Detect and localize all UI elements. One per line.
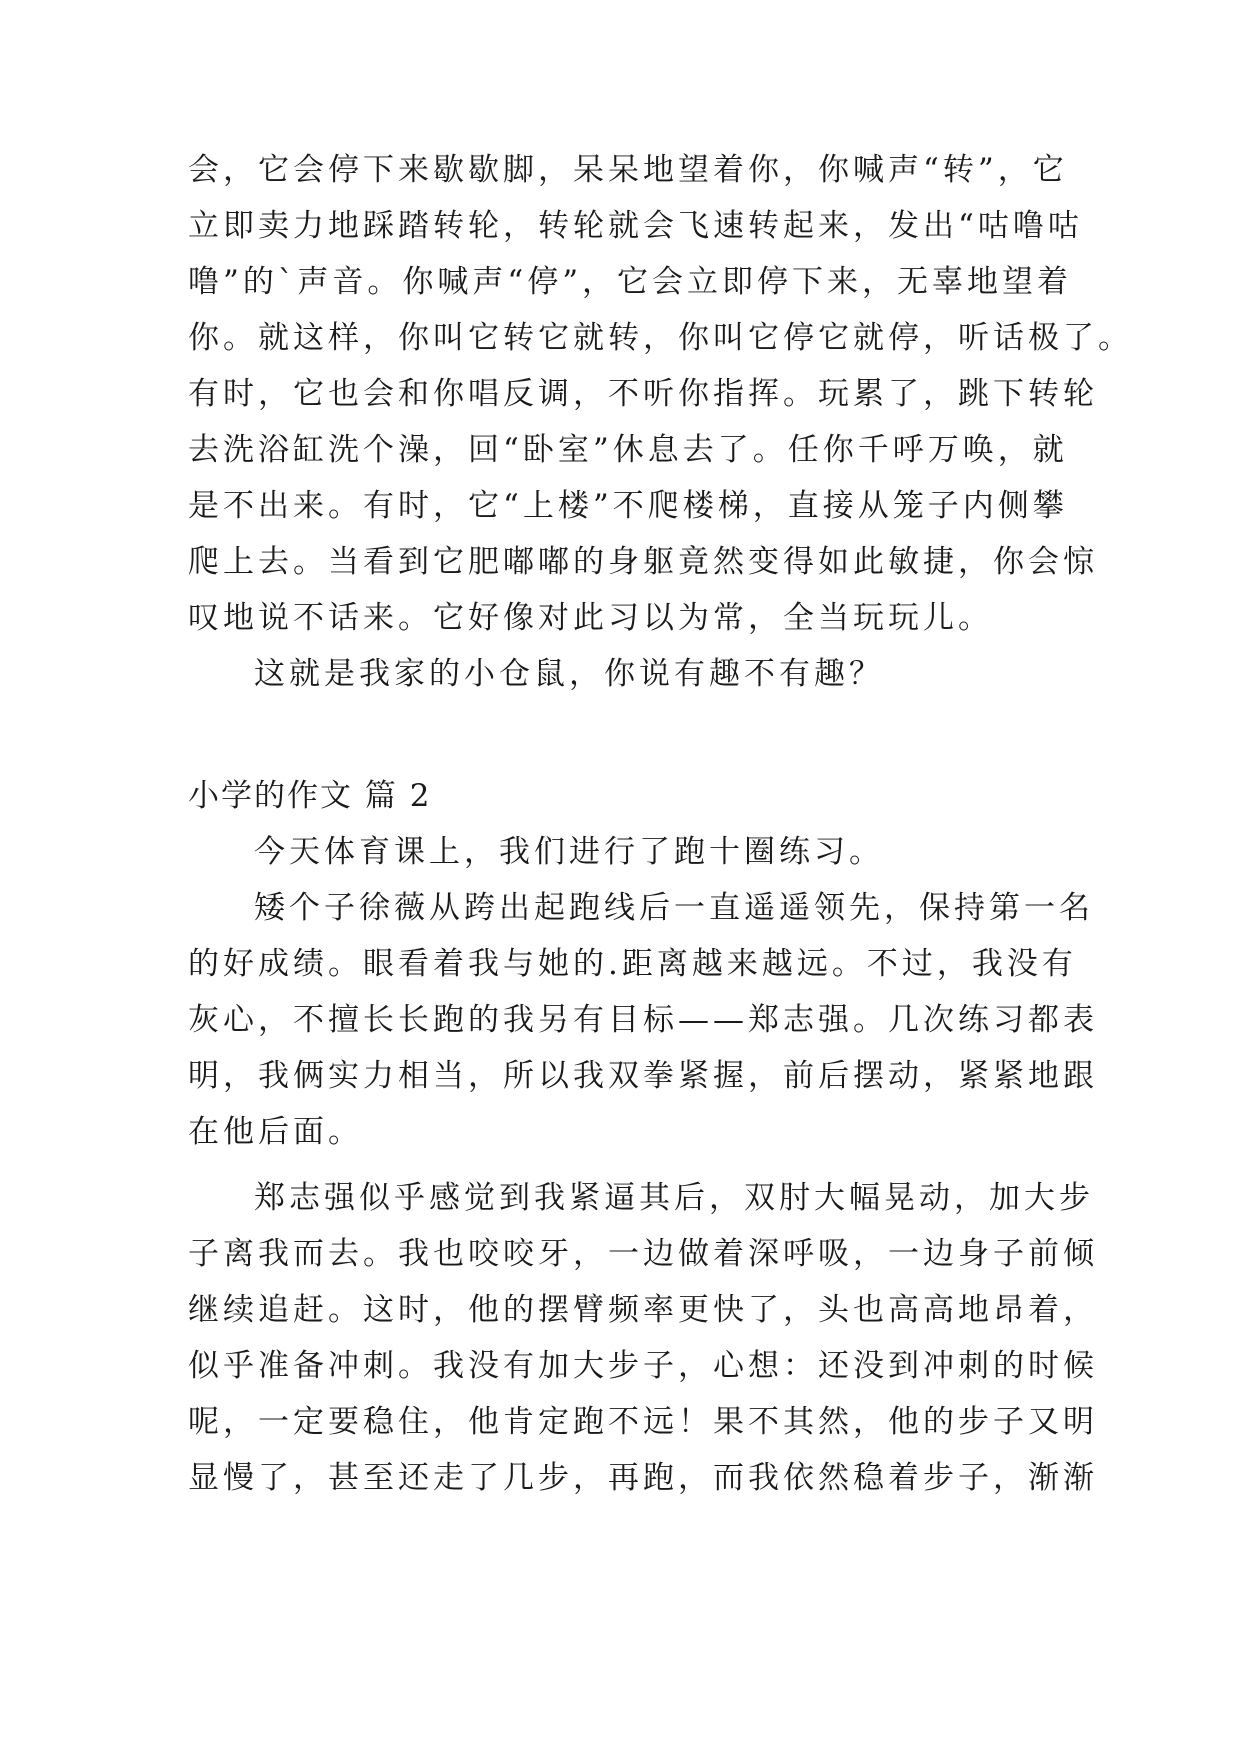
text-line: 显慢了，甚至还走了几步，再跑，而我依然稳着步子，渐渐 (188, 1460, 1098, 1496)
text-line: 在他后面。 (188, 1114, 363, 1150)
text-line: 明，我俩实力相当，所以我双拳紧握，前后摆动，紧紧地跟 (188, 1058, 1098, 1094)
text-line: 噜”的`声音。你喊声“停”，它会立即停下来，无辜地望着 (188, 264, 1073, 300)
text-line: 呢，一定要稳住，他肯定跑不远！果不其然，他的步子又明 (188, 1404, 1098, 1440)
text-line: 子离我而去。我也咬咬牙，一边做着深呼吸，一边身子前倾 (188, 1236, 1098, 1272)
text-line: 立即卖力地踩踏转轮，转轮就会飞速转起来，发出“咕噜咕 (188, 208, 1083, 244)
paragraph-line: 这就是我家的小仓鼠，你说有趣不有趣？ (254, 656, 884, 692)
text-line: 叹地说不话来。它好像对此习以为常，全当玩玩儿。 (188, 600, 993, 636)
paragraph-line: 郑志强似乎感觉到我紧逼其后，双肘大幅晃动，加大步 (254, 1180, 1094, 1216)
text-line: 灰心，不擅长长跑的我另有目标——郑志强。几次练习都表 (188, 1002, 1098, 1038)
text-line: 的好成绩。眼看着我与她的.距离越来越远。不过，我没有 (188, 946, 1077, 982)
paragraph-line: 今天体育课上，我们进行了跑十圈练习。 (254, 834, 884, 870)
text-line: 继续追赶。这时，他的摆臂频率更快了，头也高高地昂着， (188, 1292, 1098, 1328)
text-line: 似乎准备冲刺。我没有加大步子，心想：还没到冲刺的时候 (188, 1348, 1098, 1384)
section-heading: 小学的作文 篇 2 (188, 778, 432, 814)
text-line: 是不出来。有时，它“上楼”不爬楼梯，直接从笼子内侧攀 (188, 488, 1068, 524)
text-line: 有时，它也会和你唱反调，不听你指挥。玩累了，跳下转轮 (188, 376, 1098, 412)
paragraph-line: 矮个子徐薇从跨出起跑线后一直遥遥领先，保持第一名 (254, 890, 1094, 926)
text-line: 去洗浴缸洗个澡，回“卧室”休息去了。任你千呼万唤，就 (188, 432, 1068, 468)
text-line: 你。就这样，你叫它转它就转，你叫它停它就停，听话极了。 (188, 320, 1133, 356)
text-line: 爬上去。当看到它肥嘟嘟的身躯竟然变得如此敏捷，你会惊 (188, 544, 1098, 580)
text-line: 会，它会停下来歇歇脚，呆呆地望着你，你喊声“转”，它 (188, 152, 1068, 188)
